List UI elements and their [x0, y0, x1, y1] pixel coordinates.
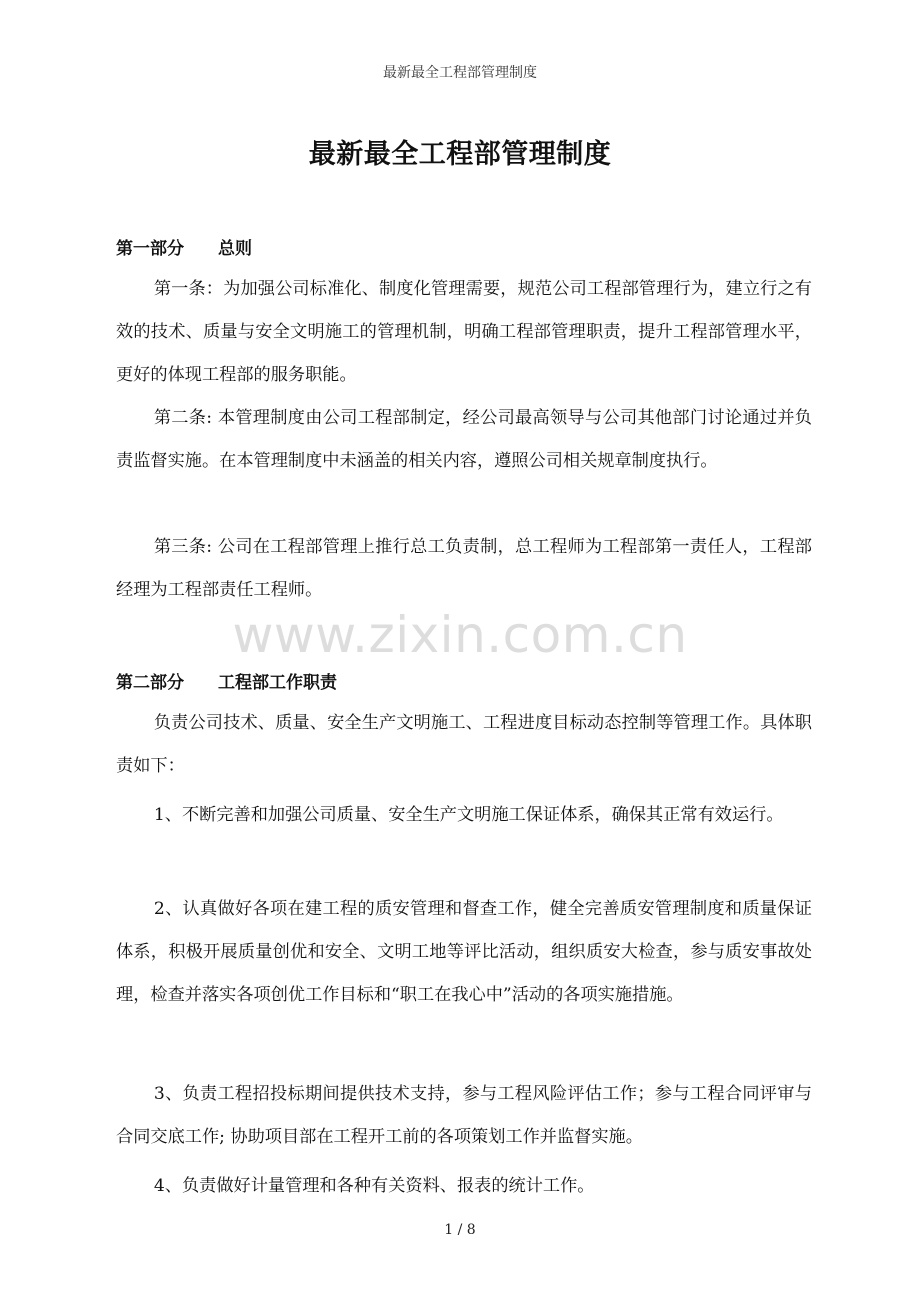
section-1-title: 总则: [218, 239, 252, 259]
section-2-number: 第二部分: [116, 673, 184, 693]
section-1-number: 第一部分: [116, 239, 184, 259]
duties-intro-paragraph: 负责公司技术、质量、安全生产文明施工、工程进度目标动态控制等管理工作。具体职责如下：: [116, 713, 812, 776]
running-header: 最新最全工程部管理制度: [383, 65, 537, 81]
duty-1-paragraph: 1、不断完善和加强公司质量、安全生产文明施工保证体系，确保其正常有效运行。: [153, 805, 784, 825]
section-1-heading: [116, 234, 252, 259]
article-2-paragraph: 第二条: 本管理制度由公司工程部制定，经公司最高领导与公司其他部门讨论通过并负责监督实施。在本管理制度中未涵盖的相关内容，遵照公司相关规章制度执行。: [116, 408, 812, 471]
section-2-title: 工程部工作职责: [218, 673, 337, 693]
article-3-paragraph: 第三条: 公司在工程部管理上推行总工负责制，总工程师为工程部第一责任人，工程部经理为工程部责任工程师。: [116, 537, 812, 600]
section-2-heading: [116, 668, 337, 693]
duty-3-paragraph: 3、负责工程招投标期间提供技术支持，参与工程风险评估工作；参与工程合同评审与合同交底工作; 协助项目部在工程开工前的各项策划工作并监督实施。: [116, 1084, 812, 1147]
watermark: www.zixin.com.cn: [232, 606, 688, 664]
document-title: 最新最全工程部管理制度: [308, 139, 612, 170]
duty-2-paragraph: 2、认真做好各项在建工程的质安管理和督查工作，健全完善质安管理制度和质量保证体系，积极开展质量创优和安全、文明工地等评比活动，组织质安大检查，参与质安事故处理，检查并落实各项创优工作目标和“职工在我心中”活动的各项实施措施。: [116, 899, 812, 1005]
page-number: 1 / 8: [444, 1222, 476, 1238]
duty-4-paragraph: 4、负责做好计量管理和各种有关资料、报表的统计工作。: [153, 1176, 595, 1196]
article-1-paragraph: 第一条：为加强公司标准化、制度化管理需要，规范公司工程部管理行为，建立行之有效的技术、质量与安全文明施工的管理机制，明确工程部管理职责，提升工程部管理水平，更好的体现工程部的服务职能。: [116, 279, 812, 385]
